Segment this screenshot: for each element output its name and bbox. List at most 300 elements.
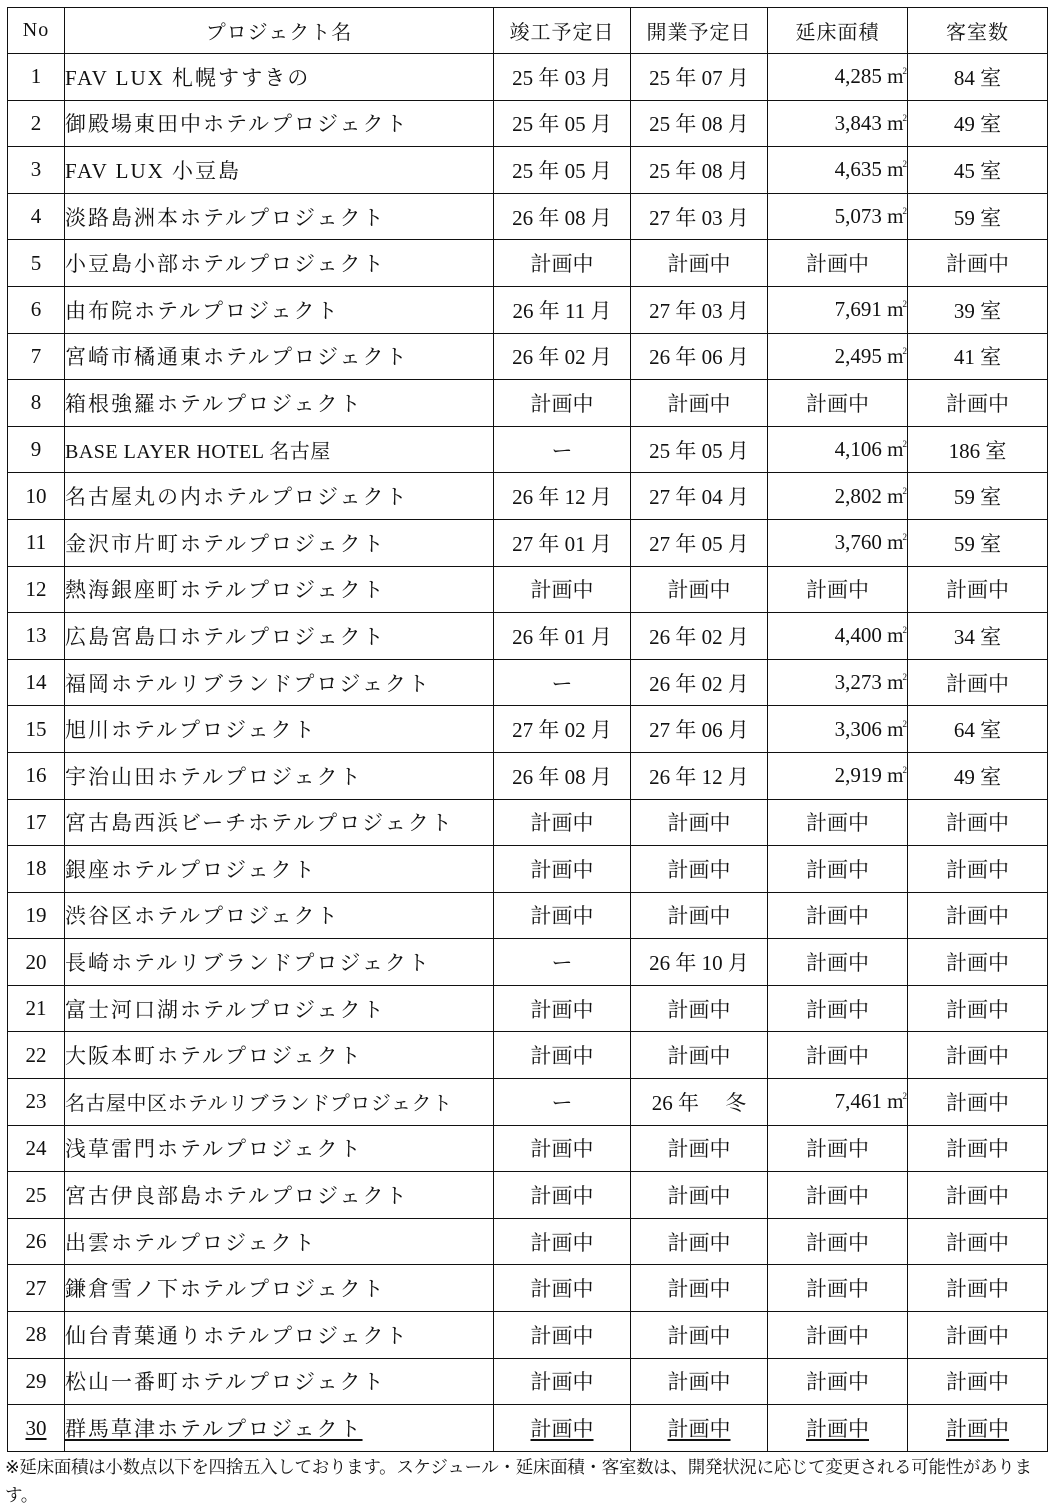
project-name-text: 淡路島洲本ホテルプロジェクト: [65, 205, 386, 230]
room-count: [908, 100, 1048, 147]
opening-date: [631, 1312, 768, 1359]
room-count-text: 計画中: [946, 1417, 1009, 1442]
room-count: [908, 333, 1048, 380]
completion-date: [494, 193, 631, 240]
floor-area: [768, 706, 908, 753]
completion-date: [494, 1265, 631, 1312]
row-number-text: 28: [25, 1322, 47, 1347]
room-count-text: 34 室: [953, 624, 1002, 649]
row-number: [8, 939, 65, 986]
project-name: [65, 1358, 494, 1405]
project-name-text: 松山一番町ホテルプロジェクト: [65, 1370, 386, 1395]
floor-area-value: 7,691: [834, 297, 882, 322]
room-count-text: 計画中: [946, 1184, 1009, 1209]
completion-date: [494, 1125, 631, 1172]
opening-date: [631, 1032, 768, 1079]
floor-area-value: 計画中: [806, 1277, 869, 1302]
completion-date-text: 26 年 01 月: [512, 624, 612, 649]
unit-m: m: [887, 530, 904, 555]
completion-date-text: 計画中: [530, 1184, 594, 1209]
room-count-text: 59 室: [953, 205, 1002, 230]
opening-date: [631, 566, 768, 613]
table-row: [8, 147, 1048, 194]
row-number: [8, 892, 65, 939]
project-name-text: FAV LUX 札幌すすきの: [65, 65, 311, 90]
floor-area: [768, 659, 908, 706]
floor-area: [768, 613, 908, 660]
square-meter-unit: [882, 437, 907, 461]
room-count: [908, 426, 1048, 473]
floor-area-value: 5,073: [834, 204, 882, 229]
completion-date-text: 26 年 08 月: [512, 764, 612, 789]
opening-date: [631, 613, 768, 660]
header-opening-date: 開業予定日: [631, 8, 768, 54]
room-count-text: 59 室: [953, 485, 1002, 510]
unit-superscript: 2: [902, 345, 907, 356]
table-row: [8, 240, 1048, 287]
table-row: [8, 752, 1048, 799]
opening-date: [631, 193, 768, 240]
room-count: [908, 147, 1048, 194]
room-count-text: 49 室: [953, 112, 1002, 137]
floor-area-value: 計画中: [806, 951, 869, 976]
floor-area-value: 7,461: [834, 1089, 882, 1114]
row-number: [8, 473, 65, 520]
unit-superscript: 2: [902, 299, 907, 310]
project-name-text: 富士河口湖ホテルプロジェクト: [65, 997, 386, 1022]
opening-date: [631, 939, 768, 986]
row-number: [8, 54, 65, 101]
room-count-text: 計画中: [946, 1044, 1009, 1069]
project-name: [65, 286, 494, 333]
opening-date-text: 27 年 04 月: [649, 485, 749, 510]
table-row: [8, 1172, 1048, 1219]
unit-superscript: 2: [902, 718, 907, 729]
row-number-text: 11: [25, 530, 47, 555]
room-count-text: 計画中: [946, 1323, 1009, 1348]
unit-m: m: [887, 483, 904, 508]
row-number: [8, 1405, 65, 1452]
project-name: [65, 1405, 494, 1452]
floor-area: [768, 752, 908, 799]
completion-date-text: ー: [551, 671, 573, 696]
room-count: [908, 566, 1048, 613]
project-name-text: 箱根強羅ホテルプロジェクト: [65, 391, 363, 416]
table-row: [8, 846, 1048, 893]
opening-date: [631, 799, 768, 846]
opening-date-text: 計画中: [667, 1137, 731, 1162]
project-name-text: 旭川ホテルプロジェクト: [65, 718, 317, 743]
completion-date-text: 計画中: [530, 1137, 594, 1162]
floor-area: [768, 193, 908, 240]
row-number-text: 24: [25, 1135, 47, 1160]
row-number: [8, 240, 65, 287]
completion-date-text: 26 年 11 月: [512, 298, 612, 323]
project-name: [65, 1079, 494, 1126]
row-number: [8, 985, 65, 1032]
opening-date-text: 27 年 06 月: [649, 718, 749, 743]
table-row: [8, 613, 1048, 660]
unit-m: m: [887, 437, 904, 462]
room-count: [908, 1358, 1048, 1405]
unit-m: m: [887, 623, 904, 648]
floor-area-value: 計画中: [806, 1044, 869, 1069]
square-meter-unit: [882, 111, 907, 135]
project-name: [65, 333, 494, 380]
opening-date-text: 27 年 05 月: [649, 531, 749, 556]
room-count-text: 計画中: [946, 1230, 1009, 1255]
opening-date: [631, 333, 768, 380]
room-count: [908, 193, 1048, 240]
unit-m: m: [887, 64, 904, 89]
opening-date: [631, 752, 768, 799]
room-count-text: 計画中: [946, 1277, 1009, 1302]
project-name: [65, 659, 494, 706]
completion-date-text: 計画中: [530, 391, 594, 416]
opening-date: [631, 659, 768, 706]
room-count-text: 計画中: [946, 1137, 1009, 1162]
project-name-text: FAV LUX 小豆島: [65, 158, 242, 183]
opening-date-text: 計画中: [667, 857, 731, 882]
header-project-name: プロジェクト名: [65, 8, 494, 54]
unit-superscript: 2: [902, 1091, 907, 1102]
footnote: ※延床面積は小数点以下を四捨五入しております。スケジュール・延床面積・客室数は、開発状況に応じて変更される可能性があります。: [5, 1457, 1032, 1506]
completion-date-text: 計画中: [530, 811, 594, 836]
opening-date: [631, 100, 768, 147]
project-name-text: 宮古伊良部島ホテルプロジェクト: [65, 1184, 409, 1209]
opening-date: [631, 1172, 768, 1219]
row-number: [8, 426, 65, 473]
room-count: [908, 892, 1048, 939]
room-count: [908, 659, 1048, 706]
row-number: [8, 846, 65, 893]
floor-area: [768, 1358, 908, 1405]
row-number-text: 1: [30, 64, 42, 89]
project-name: [65, 1218, 494, 1265]
completion-date: [494, 100, 631, 147]
row-number: [8, 613, 65, 660]
opening-date: [631, 846, 768, 893]
completion-date-text: 計画中: [530, 252, 594, 277]
floor-area-value: 計画中: [806, 391, 869, 416]
floor-area-value: 3,760: [834, 530, 882, 555]
room-count: [908, 1172, 1048, 1219]
row-number: [8, 1312, 65, 1359]
floor-area: [768, 939, 908, 986]
header-completion-date: 竣工予定日: [494, 8, 631, 54]
project-name-text: 宮崎市橘通東ホテルプロジェクト: [65, 345, 409, 370]
row-number-text: 13: [25, 623, 47, 648]
row-number-text: 20: [25, 949, 47, 974]
row-number: [8, 752, 65, 799]
floor-area-value: 計画中: [806, 1323, 869, 1348]
opening-date-text: 25 年 05 月: [649, 438, 749, 463]
row-number-text: 10: [25, 483, 47, 508]
square-meter-unit: [882, 157, 907, 181]
project-name: [65, 939, 494, 986]
header-floor-area: 延床面積: [768, 8, 908, 54]
project-name: [65, 473, 494, 520]
opening-date: [631, 380, 768, 427]
completion-date-text: 計画中: [530, 1370, 594, 1395]
row-number: [8, 1079, 65, 1126]
table-row: [8, 380, 1048, 427]
square-meter-unit: [882, 530, 907, 554]
floor-area-value: 計画中: [806, 857, 869, 882]
project-name-text: 出雲ホテルプロジェクト: [65, 1230, 317, 1255]
square-meter-unit: [882, 344, 907, 368]
table-row: [8, 54, 1048, 101]
project-name-text: 名古屋丸の内ホテルプロジェクト: [65, 485, 409, 510]
project-name-text: 鎌倉雪ノ下ホテルプロジェクト: [65, 1277, 386, 1302]
square-meter-unit: [882, 484, 907, 508]
row-number-text: 4: [30, 204, 42, 229]
row-number-text: 22: [25, 1042, 47, 1067]
project-name: [65, 54, 494, 101]
row-number-text: 8: [30, 390, 42, 415]
room-count: [908, 1405, 1048, 1452]
hotel-project-table: [7, 7, 1048, 1452]
room-count-text: 64 室: [953, 718, 1002, 743]
opening-date-text: 計画中: [667, 391, 731, 416]
room-count: [908, 1218, 1048, 1265]
completion-date-text: 27 年 01 月: [512, 531, 612, 556]
project-name: [65, 892, 494, 939]
completion-date-text: ー: [551, 438, 573, 463]
opening-date-text: 計画中: [667, 997, 731, 1022]
room-count: [908, 54, 1048, 101]
table-row: [8, 519, 1048, 566]
completion-date: [494, 939, 631, 986]
room-count: [908, 613, 1048, 660]
row-number: [8, 380, 65, 427]
completion-date-text: 計画中: [530, 578, 594, 603]
room-count-text: 186 室: [948, 438, 1007, 463]
row-number-text: 2: [30, 110, 42, 135]
row-number-text: 23: [25, 1089, 47, 1114]
unit-m: m: [887, 157, 904, 182]
completion-date: [494, 286, 631, 333]
project-name-text: 群馬草津ホテルプロジェクト: [65, 1417, 363, 1442]
completion-date: [494, 519, 631, 566]
floor-area-value: 計画中: [806, 904, 869, 929]
floor-area-value: 4,635: [834, 157, 882, 182]
opening-date-text: 26 年 冬: [651, 1090, 747, 1115]
unit-m: m: [887, 670, 904, 695]
floor-area-value: 3,843: [834, 110, 882, 135]
room-count: [908, 519, 1048, 566]
row-number: [8, 1358, 65, 1405]
completion-date-text: 27 年 02 月: [512, 718, 612, 743]
unit-superscript: 2: [902, 159, 907, 170]
project-name-text: 広島宮島口ホテルプロジェクト: [65, 624, 386, 649]
row-number-text: 6: [30, 297, 42, 322]
project-name: [65, 1032, 494, 1079]
row-number: [8, 519, 65, 566]
opening-date-text: 計画中: [667, 1370, 731, 1395]
completion-date-text: 計画中: [530, 857, 594, 882]
row-number: [8, 333, 65, 380]
row-number-text: 15: [25, 716, 47, 741]
table-row: [8, 1032, 1048, 1079]
floor-area: [768, 286, 908, 333]
room-count-text: 84 室: [953, 65, 1002, 90]
floor-area: [768, 1032, 908, 1079]
row-number-text: 3: [30, 157, 42, 182]
floor-area: [768, 100, 908, 147]
row-number-text: 21: [25, 996, 47, 1021]
opening-date-text: 25 年 08 月: [649, 112, 749, 137]
room-count-text: 計画中: [946, 904, 1009, 929]
floor-area: [768, 380, 908, 427]
row-number-text: 16: [25, 763, 47, 788]
table-row: [8, 333, 1048, 380]
unit-m: m: [887, 716, 904, 741]
floor-area-value: 計画中: [806, 252, 869, 277]
opening-date: [631, 1358, 768, 1405]
room-count: [908, 240, 1048, 287]
unit-superscript: 2: [902, 485, 907, 496]
unit-m: m: [887, 204, 904, 229]
opening-date: [631, 54, 768, 101]
project-name: [65, 1172, 494, 1219]
completion-date: [494, 1312, 631, 1359]
row-number-text: 27: [25, 1275, 47, 1300]
room-count-text: 計画中: [946, 578, 1009, 603]
opening-date: [631, 147, 768, 194]
project-name: [65, 193, 494, 240]
floor-area: [768, 1172, 908, 1219]
room-count: [908, 1125, 1048, 1172]
opening-date: [631, 426, 768, 473]
opening-date: [631, 240, 768, 287]
room-count: [908, 706, 1048, 753]
completion-date-text: 25 年 05 月: [512, 112, 612, 137]
project-name-text: 渋谷区ホテルプロジェクト: [65, 904, 340, 929]
project-name: [65, 613, 494, 660]
opening-date-text: 25 年 07 月: [649, 65, 749, 90]
completion-date-text: 26 年 02 月: [512, 345, 612, 370]
row-number: [8, 799, 65, 846]
row-number-text: 9: [30, 437, 42, 462]
square-meter-unit: [882, 623, 907, 647]
table-row: [8, 939, 1048, 986]
table-row: [8, 426, 1048, 473]
row-number: [8, 566, 65, 613]
opening-date-text: 25 年 08 月: [649, 158, 749, 183]
opening-date-text: 26 年 02 月: [649, 671, 749, 696]
completion-date-text: 計画中: [530, 1417, 594, 1442]
row-number: [8, 147, 65, 194]
completion-date-text: 25 年 03 月: [512, 65, 612, 90]
unit-superscript: 2: [902, 765, 907, 776]
completion-date: [494, 473, 631, 520]
completion-date-text: ー: [551, 951, 573, 976]
floor-area-value: 2,919: [834, 763, 882, 788]
completion-date-text: 25 年 05 月: [512, 158, 612, 183]
unit-m: m: [887, 763, 904, 788]
floor-area: [768, 1218, 908, 1265]
table-row: [8, 193, 1048, 240]
opening-date: [631, 706, 768, 753]
floor-area: [768, 1125, 908, 1172]
table-row: [8, 1405, 1048, 1452]
room-count: [908, 939, 1048, 986]
opening-date-text: 計画中: [667, 252, 731, 277]
unit-m: m: [887, 110, 904, 135]
room-count: [908, 1079, 1048, 1126]
row-number-text: 18: [25, 856, 47, 881]
floor-area: [768, 985, 908, 1032]
room-count-text: 計画中: [946, 997, 1009, 1022]
project-name: [65, 147, 494, 194]
floor-area: [768, 240, 908, 287]
opening-date: [631, 1218, 768, 1265]
floor-area: [768, 1312, 908, 1359]
header-no: No: [8, 8, 65, 54]
room-count: [908, 473, 1048, 520]
table-row: [8, 706, 1048, 753]
unit-superscript: 2: [902, 112, 907, 123]
table-row: [8, 892, 1048, 939]
completion-date: [494, 1405, 631, 1452]
project-name-text: 大阪本町ホテルプロジェクト: [65, 1044, 363, 1069]
project-name-text: 金沢市片町ホテルプロジェクト: [65, 531, 386, 556]
table-row: [8, 100, 1048, 147]
room-count-text: 計画中: [946, 671, 1009, 696]
room-count: [908, 1265, 1048, 1312]
completion-date: [494, 613, 631, 660]
opening-date-text: 27 年 03 月: [649, 298, 749, 323]
floor-area-value: 計画中: [806, 1184, 869, 1209]
table-row: [8, 1312, 1048, 1359]
completion-date: [494, 846, 631, 893]
floor-area-value: 3,273: [834, 670, 882, 695]
floor-area: [768, 333, 908, 380]
row-number-text: 29: [25, 1368, 47, 1393]
unit-superscript: 2: [902, 206, 907, 217]
project-name-text: 御殿場東田中ホテルプロジェクト: [65, 112, 409, 137]
completion-date: [494, 1032, 631, 1079]
project-name: [65, 240, 494, 287]
table-row: [8, 659, 1048, 706]
project-name-text: 仙台青葉通りホテルプロジェクト: [65, 1323, 409, 1348]
completion-date: [494, 1172, 631, 1219]
unit-superscript: 2: [902, 625, 907, 636]
opening-date-text: 26 年 12 月: [649, 764, 749, 789]
project-name: [65, 752, 494, 799]
project-name-text: 福岡ホテルリブランドプロジェクト: [65, 671, 431, 696]
square-meter-unit: [882, 763, 907, 787]
completion-date: [494, 706, 631, 753]
room-count-text: 計画中: [946, 811, 1009, 836]
square-meter-unit: [882, 670, 907, 694]
row-number-text: 12: [25, 576, 47, 601]
floor-area: [768, 54, 908, 101]
opening-date: [631, 1265, 768, 1312]
room-count-text: 計画中: [946, 252, 1009, 277]
opening-date-text: 計画中: [667, 1044, 731, 1069]
project-name: [65, 706, 494, 753]
opening-date-text: 計画中: [667, 1184, 731, 1209]
row-number: [8, 193, 65, 240]
room-count: [908, 380, 1048, 427]
row-number: [8, 1265, 65, 1312]
floor-area: [768, 566, 908, 613]
project-name: [65, 100, 494, 147]
table-row: [8, 985, 1048, 1032]
completion-date: [494, 1218, 631, 1265]
